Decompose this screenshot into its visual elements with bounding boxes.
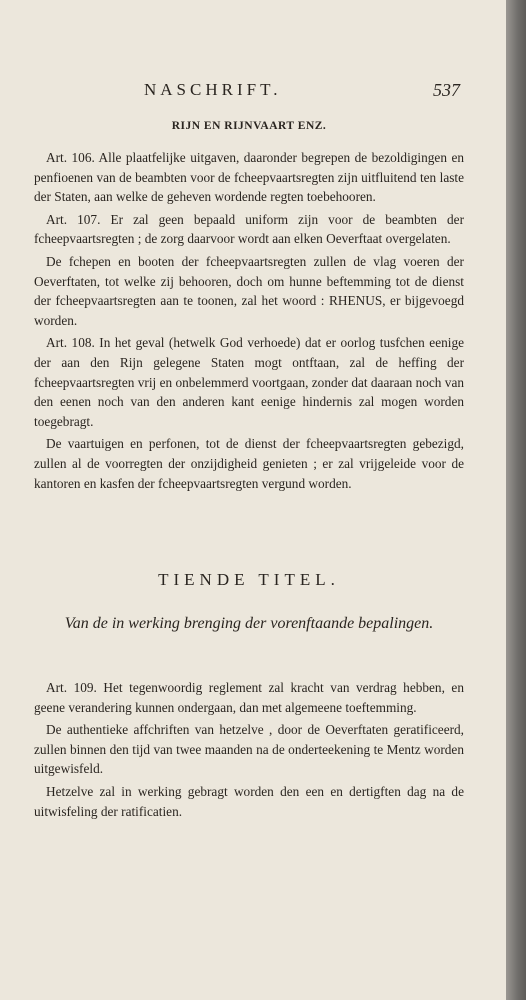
articles-block-2 <box>34 678 464 821</box>
paragraph-art-106: Art. 106. Alle plaatfelijke uitgaven, daaronder begrepen de bezoldigingen en penfioenen van de beambten voor de fcheepvaartsregten zijn uitfluitend ten laste der Staten, aan welke de geheven wordende regten toebehooren. <box>34 150 464 205</box>
section-heading: RIJN EN RIJNVAART ENZ. <box>171 120 327 132</box>
page-number: 537 <box>433 80 460 100</box>
paragraph-flag: De fchepen en booten der fcheepvaartsregten zullen de vlag voeren der Oeverftaten, tot welke zij behooren, doch om hunne beftemming tot de dienst der fcheepvaartsregten aan te toonen, zal het woord : RHENUS, er bijgevoegd worden. <box>34 253 464 328</box>
page-header <box>34 80 464 104</box>
paragraph-art-107: Art. 107. Er zal geen bepaald uniform zijn voor de beambten der fcheepvaartsregten ; de zorg daarvoor wordt aan elken Oeverftaat overgelaten. <box>34 211 464 247</box>
paragraph-effective: Hetzelve zal in werking gebragt worden den een en dertigften dag na de uitwisfeling der ratificatien. <box>34 783 464 819</box>
title-subtitle: Van de in werking brenging der vorenftaande bepalingen. <box>64 615 434 632</box>
paragraph-ratification: De authentieke affchriften van hetzelve , door de Oeverftaten geratificeerd, zullen binnen den tijd van twee maanden na de onderteekening te Mentz worden uitgewisfeld. <box>34 722 464 777</box>
paragraph-neutrality: De vaartuigen en perfonen, tot de dienst der fcheepvaartsregten gebezigd, zullen al de voorregten der onzijdigheid genieten ; er zal vrijgeleide voor de kantoren en kasfen der fcheepvaartsregten vergund worden. <box>34 436 464 491</box>
page-edge-shadow <box>506 0 526 1000</box>
paragraph-art-108: Art. 108. In het geval (hetwelk God verhoede) dat er oorlog tusfchen eenige der aan den Rijn gelegene Staten mogt ontftaan, zal de heffing der fcheepvaartsregten vrij en onbelemmerd voortgaan, zonder dat daaraan noch van den eenen noch van den anderen kant eenige hindernis zal mogen worden toegebragt. <box>34 335 464 429</box>
running-title: NASCHRIFT. <box>144 80 282 99</box>
paragraph-art-109: Art. 109. Het tegenwoordig reglement zal kracht van verdrag hebben, en geene verandering kunnen ondergaan, dan met algemeene toeftemming. <box>34 680 464 715</box>
title-heading: TIENDE TITEL. <box>158 570 340 589</box>
articles-block-1 <box>34 148 464 493</box>
